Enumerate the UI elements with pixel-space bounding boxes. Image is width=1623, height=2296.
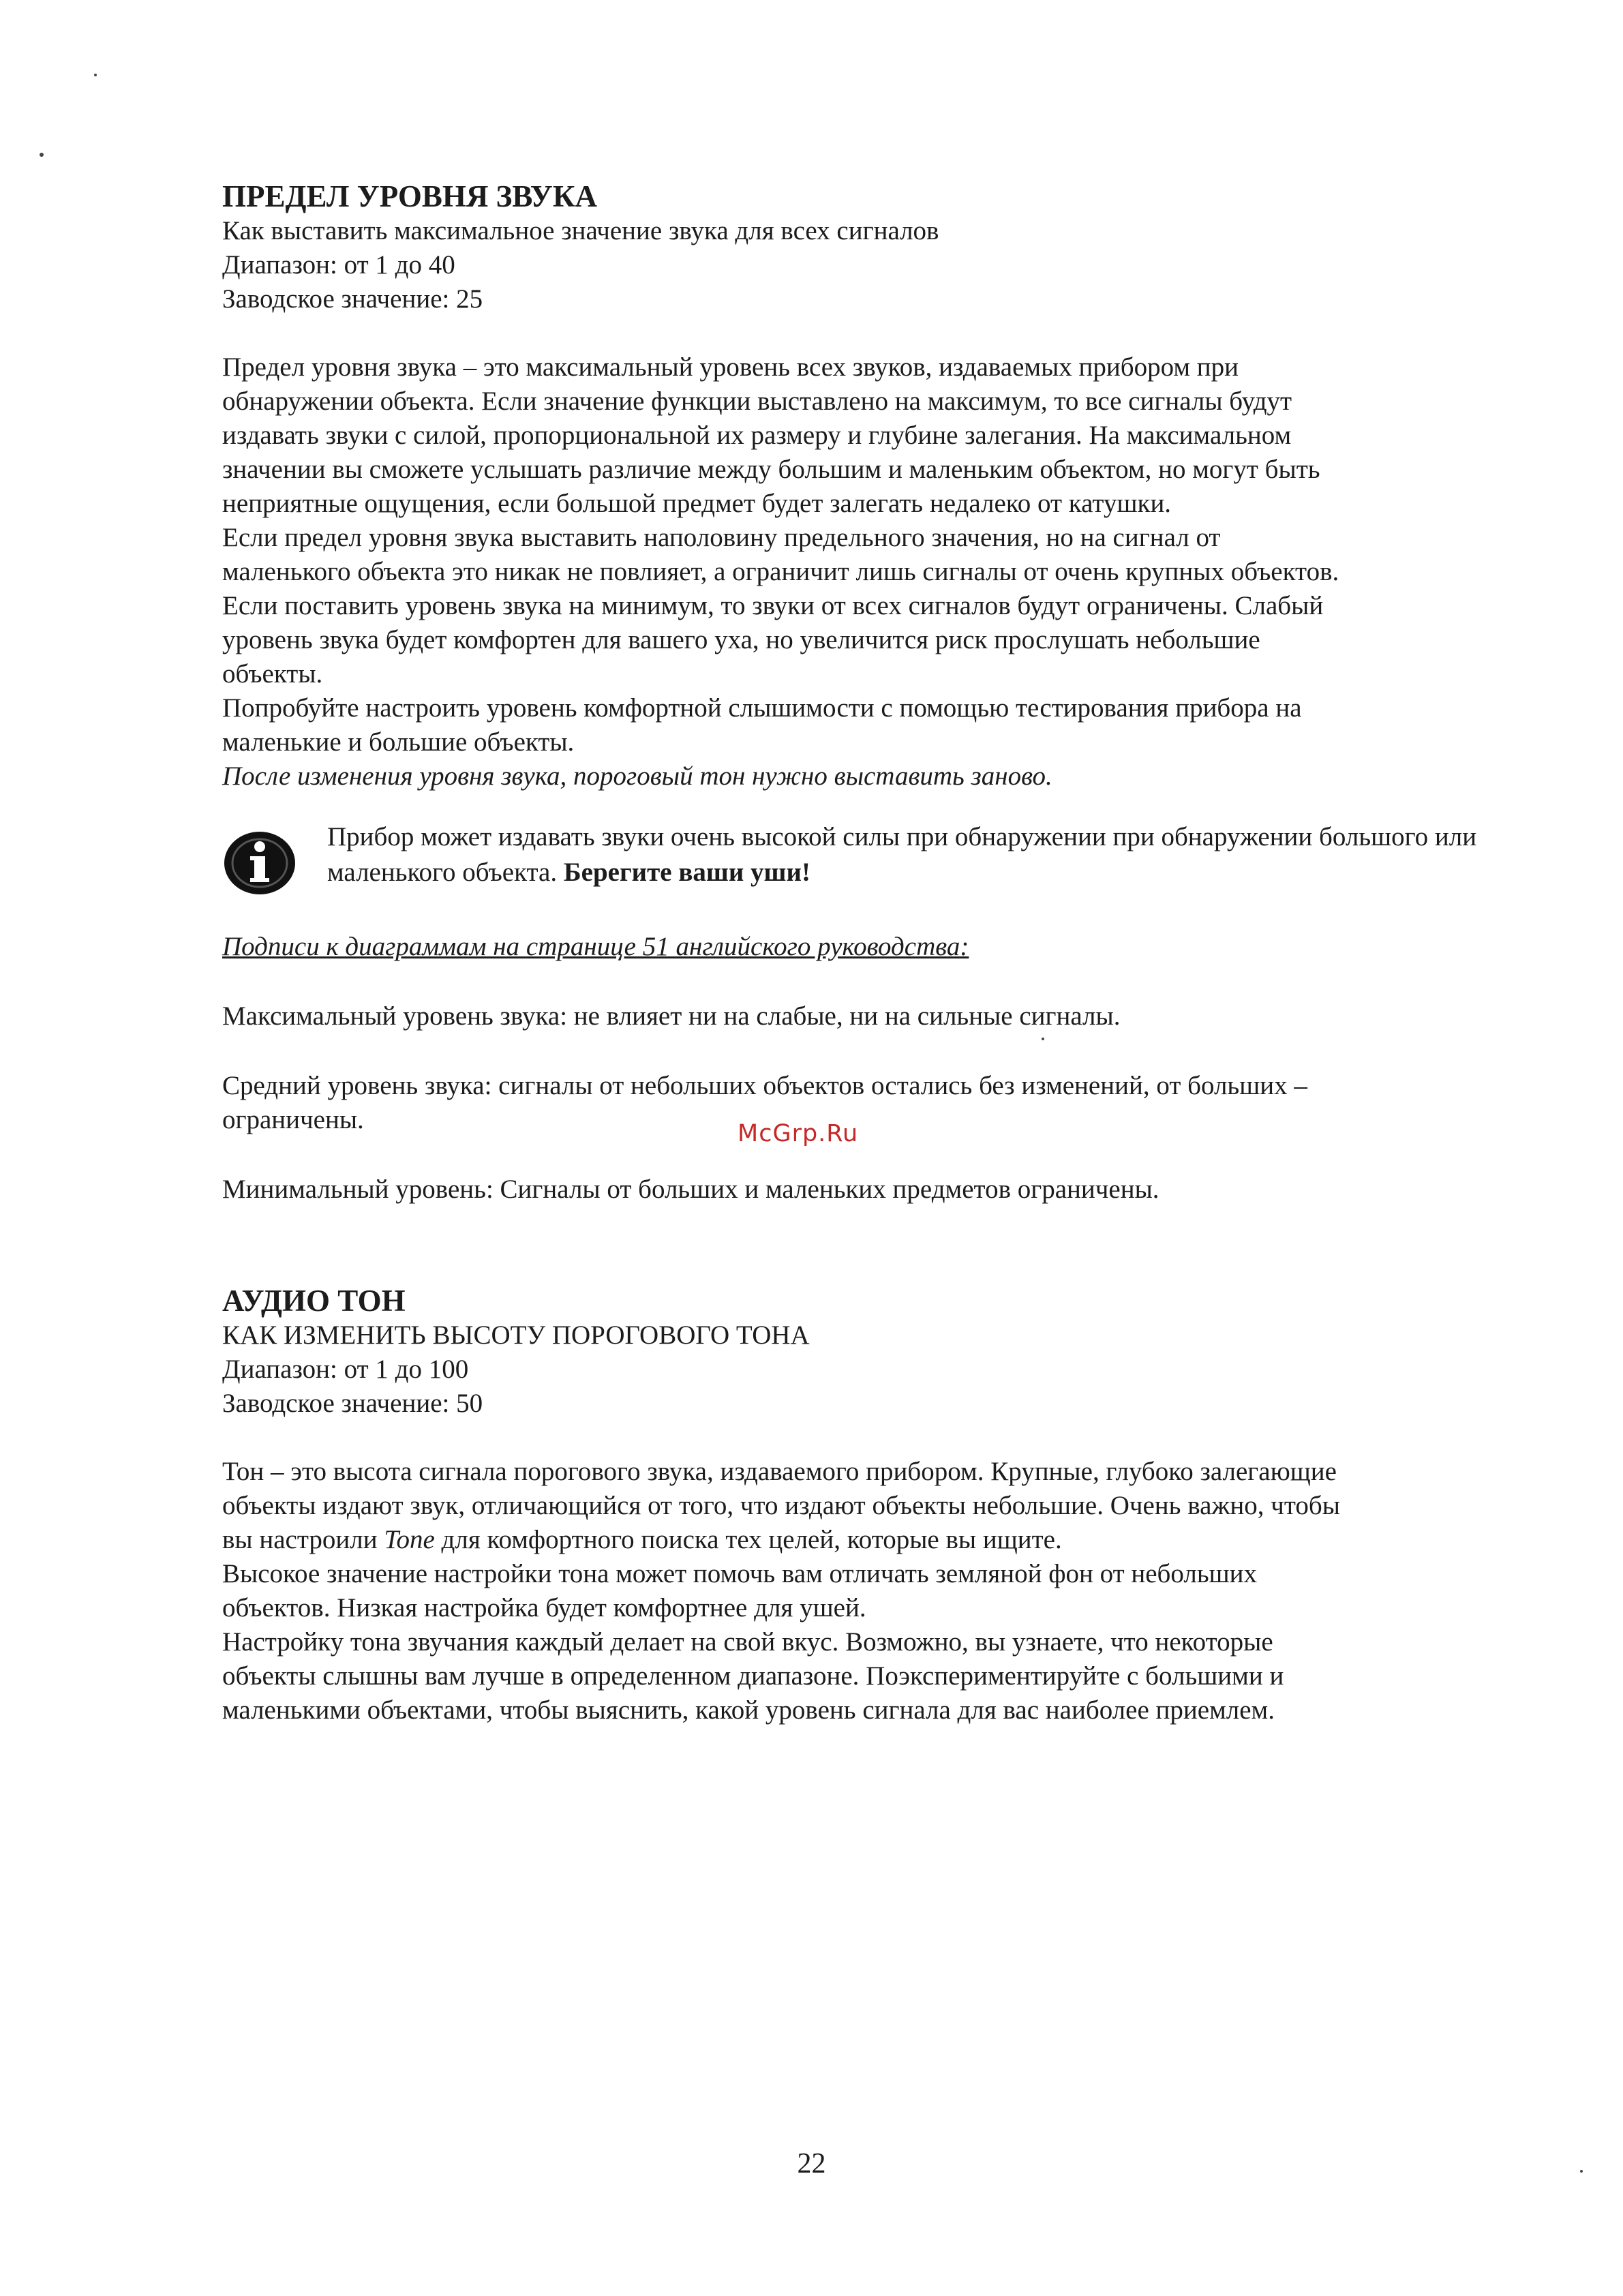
body-line: Настройку тона звучания каждый делает на свой вкус. Возможно, вы узнаете, что некоторые — [222, 1627, 1273, 1657]
section-title-audio-tone: АУДИО ТОН — [222, 1284, 406, 1318]
default-value-text: Заводское значение: 25 — [222, 284, 483, 314]
body-line — [222, 1523, 1504, 1557]
caption-mid-cont: ограничены. — [222, 1105, 364, 1134]
body-line: объекты слышны вам лучше в определенном диапазоне. Поэкспериментируйте с большими и — [222, 1661, 1284, 1691]
info-icon — [222, 829, 297, 897]
notice-text — [327, 819, 1504, 890]
body-line: Предел уровня звука – это максимальный уровень всех звуков, издаваемых прибором при — [222, 352, 1239, 382]
page-content — [222, 179, 1504, 1727]
caption-max: Максимальный уровень звука: не влияет ни на слабые, ни на сильные сигналы. — [222, 1001, 1121, 1031]
section-subtitle: Как выставить максимальное значение звука для всех сигналов — [222, 216, 939, 245]
watermark: McGrp.Ru — [738, 1120, 859, 1147]
tone-term: Tone — [384, 1525, 435, 1554]
scan-speck — [1042, 1038, 1044, 1040]
page-number: 22 — [797, 2148, 826, 2179]
notice-warning-text: Прибор может издавать звуки очень высокой силы при обнаружении при обнаружении большого или маленького объекта. — [327, 822, 1477, 887]
scan-speck — [40, 153, 44, 157]
italic-note: После изменения уровня звука, пороговый тон нужно выставить заново. — [222, 761, 1052, 791]
body-line: Если предел уровня звука выставить наполовину предельного значения, но на сигнал от — [222, 523, 1221, 552]
body-line: значении вы сможете услышать различие между большим и маленьким объектом, но могут быть — [222, 455, 1320, 484]
section1-body — [222, 350, 1504, 794]
section2-body — [222, 1455, 1504, 1727]
scan-speck — [94, 74, 97, 76]
body-text: для комфортного поиска тех целей, которые вы ищите. — [434, 1525, 1062, 1554]
body-line: объекты. — [222, 659, 323, 689]
scan-speck — [1580, 2170, 1583, 2173]
body-line: объектов. Низкая настройка будет комфортнее для ушей. — [222, 1593, 866, 1622]
section-title-sound-limit: ПРЕДЕЛ УРОВНЯ ЗВУКА — [222, 179, 597, 213]
body-line: Если поставить уровень звука на минимум, то звуки от всех сигналов будут ограничены. Слабый — [222, 591, 1324, 620]
body-line: Попробуйте настроить уровень комфортной слышимости с помощью тестирования прибора на — [222, 693, 1302, 723]
notice-bold-text: Берегите ваши уши! — [563, 858, 810, 887]
body-line: объекты издают звук, отличающийся от того, что издают объекты небольшие. Очень важно, чтобы — [222, 1491, 1340, 1520]
default-value-text: Заводское значение: 50 — [222, 1389, 483, 1418]
range-text: Диапазон: от 1 до 100 — [222, 1355, 469, 1384]
body-line: Высокое значение настройки тона может помочь вам отличать земляной фон от небольших — [222, 1559, 1258, 1588]
body-text: вы настроили — [222, 1525, 384, 1554]
caption-mid: Средний уровень звука: сигналы от небольших объектов остались без изменений, от больших – — [222, 1071, 1307, 1100]
caption-min: Минимальный уровень: Сигналы от больших и маленьких предметов ограничены. — [222, 1175, 1159, 1204]
body-line: обнаружении объекта. Если значение функции выставлено на максимум, то все сигналы будут — [222, 387, 1292, 416]
body-line: уровень звука будет комфортен для вашего уха, но увеличится риск прослушать небольшие — [222, 625, 1260, 654]
body-line: маленькими объектами, чтобы выяснить, какой уровень сигнала для вас наиболее приемлем. — [222, 1695, 1275, 1725]
section-subtitle: КАК ИЗМЕНИТЬ ВЫСОТУ ПОРОГОВОГО ТОНА — [222, 1320, 810, 1350]
range-text: Диапазон: от 1 до 40 — [222, 250, 455, 280]
captions-heading: Подписи к диаграммам на странице 51 английского руководства: — [222, 932, 969, 961]
body-line: издавать звуки с силой, пропорциональной их размеру и глубине залегания. На максимальном — [222, 421, 1292, 450]
body-line: маленького объекта это никак не повлияет, а ограничит лишь сигналы от очень крупных объектов. — [222, 557, 1339, 586]
body-line: маленькие и большие объекты. — [222, 727, 575, 757]
body-line: Тон – это высота сигнала порогового звука, издаваемого прибором. Крупные, глубоко залегающие — [222, 1457, 1337, 1486]
body-line: неприятные ощущения, если большой предмет будет залегать недалеко от катушки. — [222, 489, 1172, 518]
notice-box — [222, 819, 1504, 897]
